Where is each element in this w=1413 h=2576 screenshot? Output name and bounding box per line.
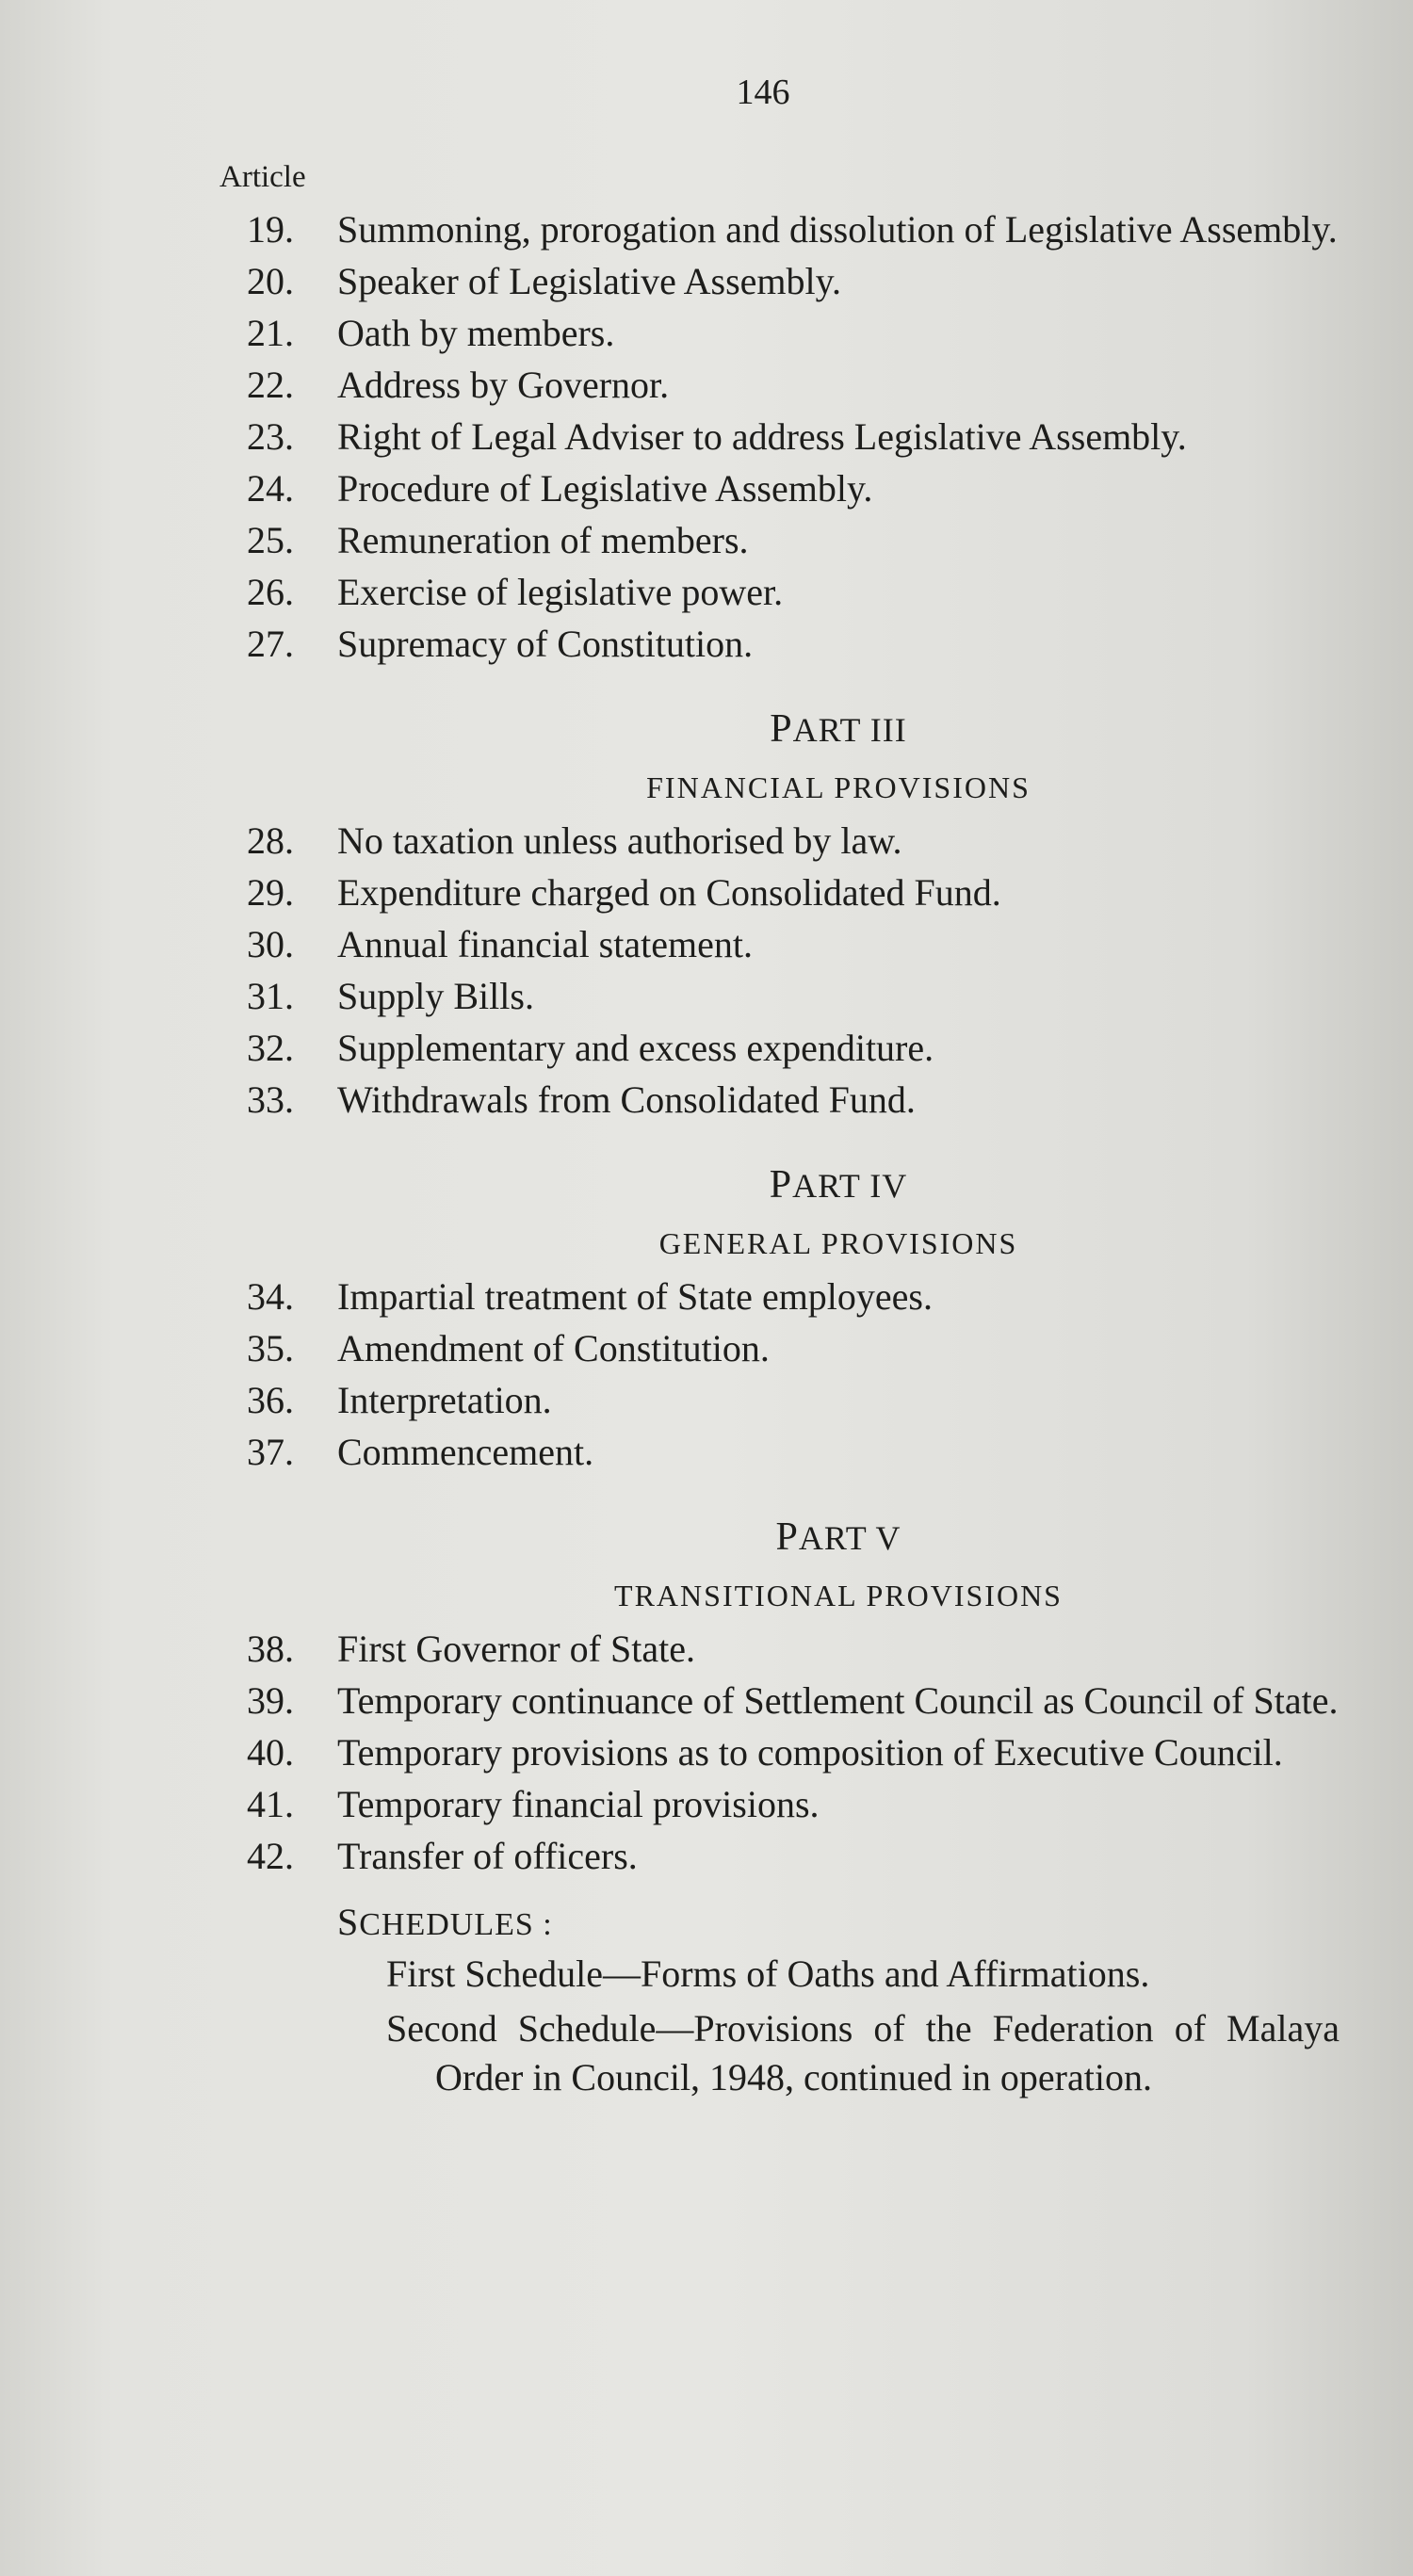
article-title: Right of Legal Adviser to address Legislative Assembly. — [337, 415, 1187, 458]
article-title: Amendment of Constitution. — [337, 1327, 770, 1369]
article-title: Address by Governor. — [337, 364, 670, 406]
part-heading-initial: P — [775, 1515, 799, 1559]
article-entry-37 — [247, 1428, 1340, 1477]
part-heading-rest: ART IV — [792, 1167, 908, 1205]
contents-list — [247, 205, 1340, 2108]
article-number: 41. — [247, 1783, 294, 1825]
article-entry-33 — [247, 1076, 1340, 1125]
article-title: No taxation unless authorised by law. — [337, 819, 902, 862]
article-entry-19 — [247, 205, 1340, 254]
article-entry-20 — [247, 257, 1340, 306]
part-iii-heading — [337, 706, 1340, 752]
entries-group-part-iii — [247, 817, 1340, 1125]
article-number: 19. — [247, 208, 294, 251]
transitional-provisions-heading: TRANSITIONAL PROVISIONS — [614, 1579, 1063, 1612]
schedules-label-rest: CHEDULES : — [359, 1907, 553, 1942]
article-title: Procedure of Legislative Assembly. — [337, 467, 873, 510]
article-title: Supply Bills. — [337, 975, 534, 1017]
article-entry-32 — [247, 1024, 1340, 1073]
article-number: 38. — [247, 1628, 294, 1670]
article-number: 30. — [247, 923, 294, 965]
page-number: 146 — [736, 73, 790, 112]
article-entry-41 — [247, 1780, 1340, 1829]
article-title: Oath by members. — [337, 312, 615, 354]
article-title: Speaker of Legislative Assembly. — [337, 260, 842, 302]
article-title: Temporary continuance of Settlement Council as Council of State. — [337, 1679, 1339, 1722]
article-number: 35. — [247, 1327, 294, 1369]
article-entry-38 — [247, 1625, 1340, 1674]
article-entry-24 — [247, 464, 1340, 513]
article-number: 20. — [247, 260, 294, 302]
article-entry-39 — [247, 1677, 1340, 1725]
article-number: 25. — [247, 519, 294, 561]
article-title: Impartial treatment of State employees. — [337, 1275, 933, 1318]
article-entry-35 — [247, 1324, 1340, 1373]
article-title: Exercise of legislative power. — [337, 571, 784, 613]
article-entry-30 — [247, 920, 1340, 969]
entries-group-part-v — [247, 1625, 1340, 1881]
article-number: 36. — [247, 1379, 294, 1421]
article-number: 32. — [247, 1027, 294, 1069]
article-number: 29. — [247, 871, 294, 914]
article-title: Supplementary and excess expenditure. — [337, 1027, 934, 1069]
article-title: Withdrawals from Consolidated Fund. — [337, 1078, 916, 1121]
entries-group-part-ii — [247, 205, 1340, 669]
article-number: 23. — [247, 415, 294, 458]
article-number: 39. — [247, 1679, 294, 1722]
article-entry-25 — [247, 516, 1340, 565]
article-number: 21. — [247, 312, 294, 354]
general-provisions-heading: GENERAL PROVISIONS — [658, 1226, 1018, 1260]
article-number: 22. — [247, 364, 294, 406]
article-number: 37. — [247, 1431, 294, 1473]
financial-provisions-heading: FINANCIAL PROVISIONS — [646, 770, 1031, 804]
article-entry-40 — [247, 1728, 1340, 1777]
part-iv-heading — [337, 1162, 1340, 1207]
article-number: 28. — [247, 819, 294, 862]
article-title: First Governor of State. — [337, 1628, 695, 1670]
article-entry-34 — [247, 1272, 1340, 1321]
article-title: Interpretation. — [337, 1379, 552, 1421]
article-number: 24. — [247, 467, 294, 510]
article-entry-29 — [247, 868, 1340, 917]
article-title: Transfer of officers. — [337, 1835, 638, 1877]
entries-group-part-iv — [247, 1272, 1340, 1477]
part-heading-rest: ART V — [798, 1519, 901, 1557]
article-title: Remuneration of members. — [337, 519, 749, 561]
part-heading-initial: P — [769, 1163, 793, 1207]
article-title: Supremacy of Constitution. — [337, 623, 754, 665]
article-entry-28 — [247, 817, 1340, 866]
article-title: Expenditure charged on Consolidated Fund. — [337, 871, 1001, 914]
article-title: Annual financial statement. — [337, 923, 753, 965]
article-title: Summoning, prorogation and dissolution of Legislative Assembly. — [337, 208, 1338, 251]
article-entry-21 — [247, 309, 1340, 358]
article-number: 42. — [247, 1835, 294, 1877]
article-number: 40. — [247, 1731, 294, 1774]
article-entry-42 — [247, 1832, 1340, 1881]
schedule-entry-second: Second Schedule—Provisions of the Federation of Malaya Order in Council, 1948, continued in operation. — [386, 2007, 1340, 2098]
schedule-entry-first: First Schedule—Forms of Oaths and Affirmations. — [386, 1952, 1150, 1995]
article-entry-27 — [247, 620, 1340, 669]
article-title: Temporary financial provisions. — [337, 1783, 820, 1825]
article-number: 27. — [247, 623, 294, 665]
article-entry-36 — [247, 1376, 1340, 1425]
article-title: Temporary provisions as to composition of Executive Council. — [337, 1731, 1283, 1774]
article-entry-31 — [247, 972, 1340, 1021]
article-entry-22 — [247, 361, 1340, 410]
part-v-heading — [337, 1515, 1340, 1560]
article-column-label: Article — [219, 160, 306, 194]
schedules-label — [337, 1900, 1340, 1944]
part-heading-rest: ART III — [792, 711, 907, 749]
schedules-label-initial: S — [337, 1901, 360, 1943]
article-number: 26. — [247, 571, 294, 613]
article-entry-26 — [247, 568, 1340, 617]
article-title: Commencement. — [337, 1431, 594, 1473]
part-heading-initial: P — [770, 707, 793, 751]
article-number: 34. — [247, 1275, 294, 1318]
article-entry-23 — [247, 413, 1340, 462]
article-number: 33. — [247, 1078, 294, 1121]
article-number: 31. — [247, 975, 294, 1017]
